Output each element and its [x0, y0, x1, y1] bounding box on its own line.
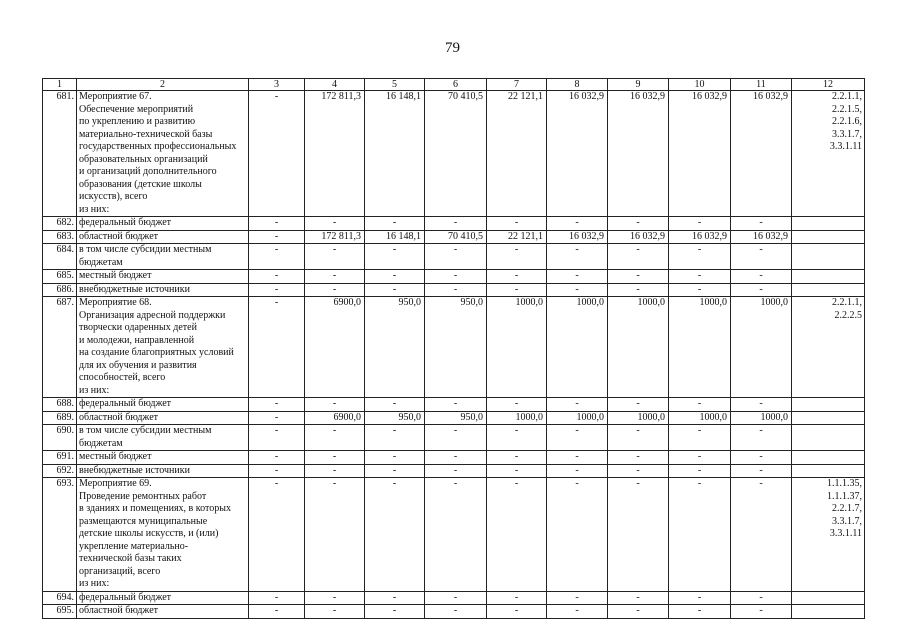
row-name — [77, 605, 249, 619]
row-number: 682. — [43, 217, 77, 231]
value-cell: 950,0 — [425, 411, 487, 425]
row-number: 686. — [43, 283, 77, 297]
row-number: 692. — [43, 464, 77, 478]
value-cell: 16 032,9 — [731, 230, 792, 244]
row-name — [77, 244, 249, 270]
value-cell: - — [731, 605, 792, 619]
value-cell: - — [547, 478, 608, 592]
value-cell: - — [731, 478, 792, 592]
row-name-line: в том числе субсидии местным — [79, 425, 212, 436]
value-cell: 16 032,9 — [669, 230, 731, 244]
value-cell: - — [365, 217, 425, 231]
row-number: 689. — [43, 411, 77, 425]
indicator-codes — [792, 605, 865, 619]
row-name-line: Проведение ремонтных работ — [79, 490, 207, 502]
row-name — [77, 398, 249, 412]
value-cell: - — [365, 464, 425, 478]
value-cell: - — [249, 605, 305, 619]
row-number: 681. — [43, 91, 77, 217]
value-cell: - — [425, 451, 487, 465]
column-header: 4 — [305, 79, 365, 91]
row-number: 688. — [43, 398, 77, 412]
row-name-line: для их обучения и развития — [79, 359, 197, 371]
value-cell: - — [425, 217, 487, 231]
indicator-code: 2.2.1.5, — [832, 103, 862, 115]
value-cell: - — [669, 451, 731, 465]
value-cell: - — [547, 591, 608, 605]
value-cell: 1000,0 — [731, 297, 792, 398]
indicator-codes — [792, 398, 865, 412]
value-cell: 1000,0 — [547, 297, 608, 398]
value-cell: 950,0 — [425, 297, 487, 398]
row-name-line: из них: — [79, 384, 110, 396]
row-name — [77, 451, 249, 465]
row-number: 695. — [43, 605, 77, 619]
column-header: 3 — [249, 79, 305, 91]
value-cell: - — [608, 464, 669, 478]
row-name — [77, 283, 249, 297]
column-header: 2 — [77, 79, 249, 91]
row-number: 690. — [43, 425, 77, 451]
value-cell: - — [425, 425, 487, 451]
value-cell: - — [731, 270, 792, 284]
value-cell: 1000,0 — [669, 297, 731, 398]
table-row — [43, 283, 865, 297]
indicator-code: 3.3.1.11 — [829, 141, 862, 152]
value-cell: - — [305, 451, 365, 465]
row-name — [77, 230, 249, 244]
indicator-codes — [792, 464, 865, 478]
value-cell: - — [305, 244, 365, 270]
row-name-line: размещаются муниципальные — [79, 515, 208, 527]
indicator-codes — [792, 297, 865, 398]
value-cell: - — [365, 283, 425, 297]
row-name — [77, 591, 249, 605]
value-cell: - — [425, 270, 487, 284]
row-name-line: внебюджетные источники — [79, 283, 190, 295]
value-cell: - — [249, 591, 305, 605]
indicator-codes — [792, 411, 865, 425]
value-cell: - — [731, 451, 792, 465]
value-cell: - — [365, 425, 425, 451]
value-cell: - — [547, 464, 608, 478]
table-row — [43, 91, 865, 217]
value-cell: - — [731, 217, 792, 231]
value-cell: - — [487, 283, 547, 297]
column-header: 12 — [792, 79, 865, 91]
value-cell: 1000,0 — [608, 297, 669, 398]
row-name-line: по укреплению и развитию — [79, 116, 196, 127]
value-cell: - — [731, 464, 792, 478]
indicator-codes — [792, 230, 865, 244]
value-cell: 70 410,5 — [425, 91, 487, 217]
table-row — [43, 411, 865, 425]
value-cell: 16 032,9 — [547, 230, 608, 244]
value-cell: 172 811,3 — [305, 91, 365, 217]
value-cell: - — [487, 217, 547, 231]
value-cell: 16 032,9 — [608, 91, 669, 217]
value-cell: - — [669, 605, 731, 619]
value-cell: - — [547, 605, 608, 619]
value-cell: - — [305, 478, 365, 592]
value-cell: 6900,0 — [305, 297, 365, 398]
value-cell: - — [669, 283, 731, 297]
value-cell: - — [608, 398, 669, 412]
row-name — [77, 270, 249, 284]
row-name-line: в зданиях и помещениях, в которых — [79, 503, 231, 514]
header-row — [43, 79, 865, 91]
value-cell: - — [608, 270, 669, 284]
value-cell: - — [547, 398, 608, 412]
value-cell: - — [669, 270, 731, 284]
indicator-codes — [792, 270, 865, 284]
value-cell: - — [249, 230, 305, 244]
value-cell: 16 148,1 — [365, 230, 425, 244]
value-cell: - — [487, 398, 547, 412]
row-name — [77, 91, 249, 217]
value-cell: 1000,0 — [731, 411, 792, 425]
indicator-code: 1.1.1.35, — [827, 478, 862, 489]
value-cell: - — [249, 398, 305, 412]
column-header: 8 — [547, 79, 608, 91]
value-cell: - — [249, 464, 305, 478]
value-cell: 16 148,1 — [365, 91, 425, 217]
value-cell: - — [731, 244, 792, 270]
value-cell: 16 032,9 — [731, 91, 792, 217]
row-name-line: из них: — [79, 578, 110, 589]
value-cell: - — [669, 464, 731, 478]
value-cell: - — [669, 591, 731, 605]
row-name-line: творчески одаренных детей — [79, 322, 197, 333]
value-cell: 950,0 — [365, 411, 425, 425]
indicator-code: 2.2.1.6, — [832, 116, 862, 127]
row-number: 687. — [43, 297, 77, 398]
row-name — [77, 425, 249, 451]
value-cell: - — [365, 605, 425, 619]
row-name-line: образования (детские школы — [79, 178, 202, 190]
value-cell: - — [547, 217, 608, 231]
row-name-line: областной бюджет — [79, 230, 159, 242]
indicator-code: 2.2.2.5 — [834, 309, 862, 321]
row-name-line: материально-технической базы — [79, 128, 213, 140]
row-name-line: федеральный бюджет — [79, 217, 172, 228]
row-number: 684. — [43, 244, 77, 270]
value-cell: - — [608, 478, 669, 592]
value-cell: - — [669, 398, 731, 412]
value-cell: - — [305, 591, 365, 605]
value-cell: 172 811,3 — [305, 230, 365, 244]
indicator-code: 2.2.1.7, — [832, 503, 862, 514]
value-cell: - — [249, 270, 305, 284]
column-header: 9 — [608, 79, 669, 91]
value-cell: - — [249, 244, 305, 270]
value-cell: 22 121,1 — [487, 230, 547, 244]
value-cell: - — [425, 605, 487, 619]
value-cell: - — [547, 244, 608, 270]
value-cell: - — [547, 270, 608, 284]
row-name-line: и организаций дополнительного — [79, 166, 217, 177]
value-cell: - — [487, 425, 547, 451]
table-body — [43, 91, 865, 619]
value-cell: - — [249, 478, 305, 592]
value-cell: - — [305, 425, 365, 451]
value-cell: - — [305, 605, 365, 619]
row-number: 685. — [43, 270, 77, 284]
value-cell: - — [305, 464, 365, 478]
value-cell: - — [365, 244, 425, 270]
row-name-line: в том числе субсидии местным — [79, 244, 212, 255]
value-cell: - — [249, 283, 305, 297]
indicator-code: 3.3.1.11 — [829, 528, 862, 539]
value-cell: - — [731, 398, 792, 412]
value-cell: - — [425, 398, 487, 412]
value-cell: - — [249, 91, 305, 217]
value-cell: - — [547, 425, 608, 451]
row-name-line: областной бюджет — [79, 411, 159, 423]
indicator-codes — [792, 91, 865, 217]
value-cell: 1000,0 — [669, 411, 731, 425]
row-name-line: федеральный бюджет — [79, 591, 172, 603]
value-cell: - — [249, 297, 305, 398]
value-cell: - — [608, 283, 669, 297]
value-cell: 16 032,9 — [547, 91, 608, 217]
value-cell: 16 032,9 — [669, 91, 731, 217]
value-cell: - — [249, 451, 305, 465]
value-cell: - — [547, 283, 608, 297]
row-name-line: бюджетам — [79, 256, 123, 268]
value-cell: - — [365, 478, 425, 592]
indicator-code: 3.3.1.7, — [832, 128, 862, 140]
value-cell: - — [487, 605, 547, 619]
value-cell: - — [608, 451, 669, 465]
row-name-line: федеральный бюджет — [79, 398, 172, 409]
indicator-codes — [792, 451, 865, 465]
row-name-line: укрепление материально- — [79, 540, 189, 552]
value-cell: - — [731, 591, 792, 605]
value-cell: - — [305, 270, 365, 284]
row-name — [77, 478, 249, 592]
row-name — [77, 464, 249, 478]
value-cell: - — [365, 591, 425, 605]
row-number: 693. — [43, 478, 77, 592]
value-cell: - — [487, 244, 547, 270]
row-number: 691. — [43, 451, 77, 465]
value-cell: - — [608, 244, 669, 270]
column-header: 10 — [669, 79, 731, 91]
value-cell: - — [669, 217, 731, 231]
value-cell: - — [425, 283, 487, 297]
table-row — [43, 425, 865, 451]
row-name-line: технической базы таких — [79, 553, 182, 564]
table-row — [43, 605, 865, 619]
row-name — [77, 297, 249, 398]
value-cell: 6900,0 — [305, 411, 365, 425]
value-cell: - — [487, 451, 547, 465]
row-name-line: местный бюджет — [79, 270, 152, 281]
value-cell: - — [425, 464, 487, 478]
column-header: 1 — [43, 79, 77, 91]
row-name-line: Организация адресной поддержки — [79, 309, 226, 321]
indicator-code: 2.2.1.1, — [832, 91, 862, 102]
row-name-line: местный бюджет — [79, 451, 152, 462]
row-name-line: из них: — [79, 203, 110, 215]
indicator-codes — [792, 591, 865, 605]
value-cell: 1000,0 — [487, 297, 547, 398]
indicator-code: 2.2.1.1, — [832, 297, 862, 308]
value-cell: - — [608, 217, 669, 231]
value-cell: - — [731, 283, 792, 297]
table-row — [43, 217, 865, 231]
value-cell: - — [249, 217, 305, 231]
indicator-code: 1.1.1.37, — [827, 490, 862, 502]
row-name-line: искусств), всего — [79, 191, 148, 202]
value-cell: - — [365, 451, 425, 465]
row-name-line: и молодежи, направленной — [79, 334, 195, 346]
row-name-line: способностей, всего — [79, 372, 166, 383]
row-name — [77, 217, 249, 231]
value-cell: 950,0 — [365, 297, 425, 398]
value-cell: 1000,0 — [487, 411, 547, 425]
page-number: 79 — [445, 40, 460, 56]
row-name-line: областной бюджет — [79, 605, 159, 616]
row-name-line: образовательных организаций — [79, 153, 208, 165]
value-cell: - — [425, 478, 487, 592]
value-cell: - — [669, 244, 731, 270]
column-header: 5 — [365, 79, 425, 91]
column-header: 6 — [425, 79, 487, 91]
value-cell: - — [487, 464, 547, 478]
table-row — [43, 244, 865, 270]
indicator-codes — [792, 425, 865, 451]
indicator-codes — [792, 217, 865, 231]
table-row — [43, 297, 865, 398]
value-cell: - — [669, 478, 731, 592]
value-cell: - — [249, 411, 305, 425]
row-number: 683. — [43, 230, 77, 244]
row-number: 694. — [43, 591, 77, 605]
value-cell: - — [487, 270, 547, 284]
indicator-codes — [792, 478, 865, 592]
table-row — [43, 451, 865, 465]
value-cell: - — [249, 425, 305, 451]
row-name-line: организаций, всего — [79, 565, 161, 577]
value-cell: - — [608, 605, 669, 619]
indicator-codes — [792, 283, 865, 297]
row-name-line: Обеспечение мероприятий — [79, 103, 194, 115]
value-cell: 22 121,1 — [487, 91, 547, 217]
value-cell: - — [608, 425, 669, 451]
budget-table — [42, 78, 865, 619]
column-header: 11 — [731, 79, 792, 91]
value-cell: - — [669, 425, 731, 451]
column-header: 7 — [487, 79, 547, 91]
table-row — [43, 591, 865, 605]
value-cell: - — [425, 591, 487, 605]
table-row — [43, 270, 865, 284]
table-row — [43, 478, 865, 592]
row-name-line: Мероприятие 69. — [79, 478, 152, 489]
value-cell: - — [425, 244, 487, 270]
row-name-line: внебюджетные источники — [79, 464, 190, 476]
row-name-line: на создание благоприятных условий — [79, 347, 234, 358]
row-name — [77, 411, 249, 425]
value-cell: - — [487, 478, 547, 592]
table-row — [43, 464, 865, 478]
value-cell: 16 032,9 — [608, 230, 669, 244]
row-name-line: бюджетам — [79, 437, 123, 449]
row-name-line: детские школы искусств, и (или) — [79, 528, 219, 539]
row-name-line: Мероприятие 67. — [79, 91, 152, 102]
value-cell: - — [365, 270, 425, 284]
table-row — [43, 398, 865, 412]
value-cell: - — [305, 398, 365, 412]
value-cell: 1000,0 — [547, 411, 608, 425]
value-cell: - — [365, 398, 425, 412]
value-cell: 1000,0 — [608, 411, 669, 425]
table-row — [43, 230, 865, 244]
value-cell: - — [487, 591, 547, 605]
indicator-code: 3.3.1.7, — [832, 515, 862, 527]
value-cell: - — [547, 451, 608, 465]
row-name-line: Мероприятие 68. — [79, 297, 152, 308]
indicator-codes — [792, 244, 865, 270]
value-cell: - — [305, 283, 365, 297]
value-cell: 70 410,5 — [425, 230, 487, 244]
value-cell: - — [731, 425, 792, 451]
row-name-line: государственных профессиональных — [79, 141, 237, 152]
value-cell: - — [608, 591, 669, 605]
value-cell: - — [305, 217, 365, 231]
